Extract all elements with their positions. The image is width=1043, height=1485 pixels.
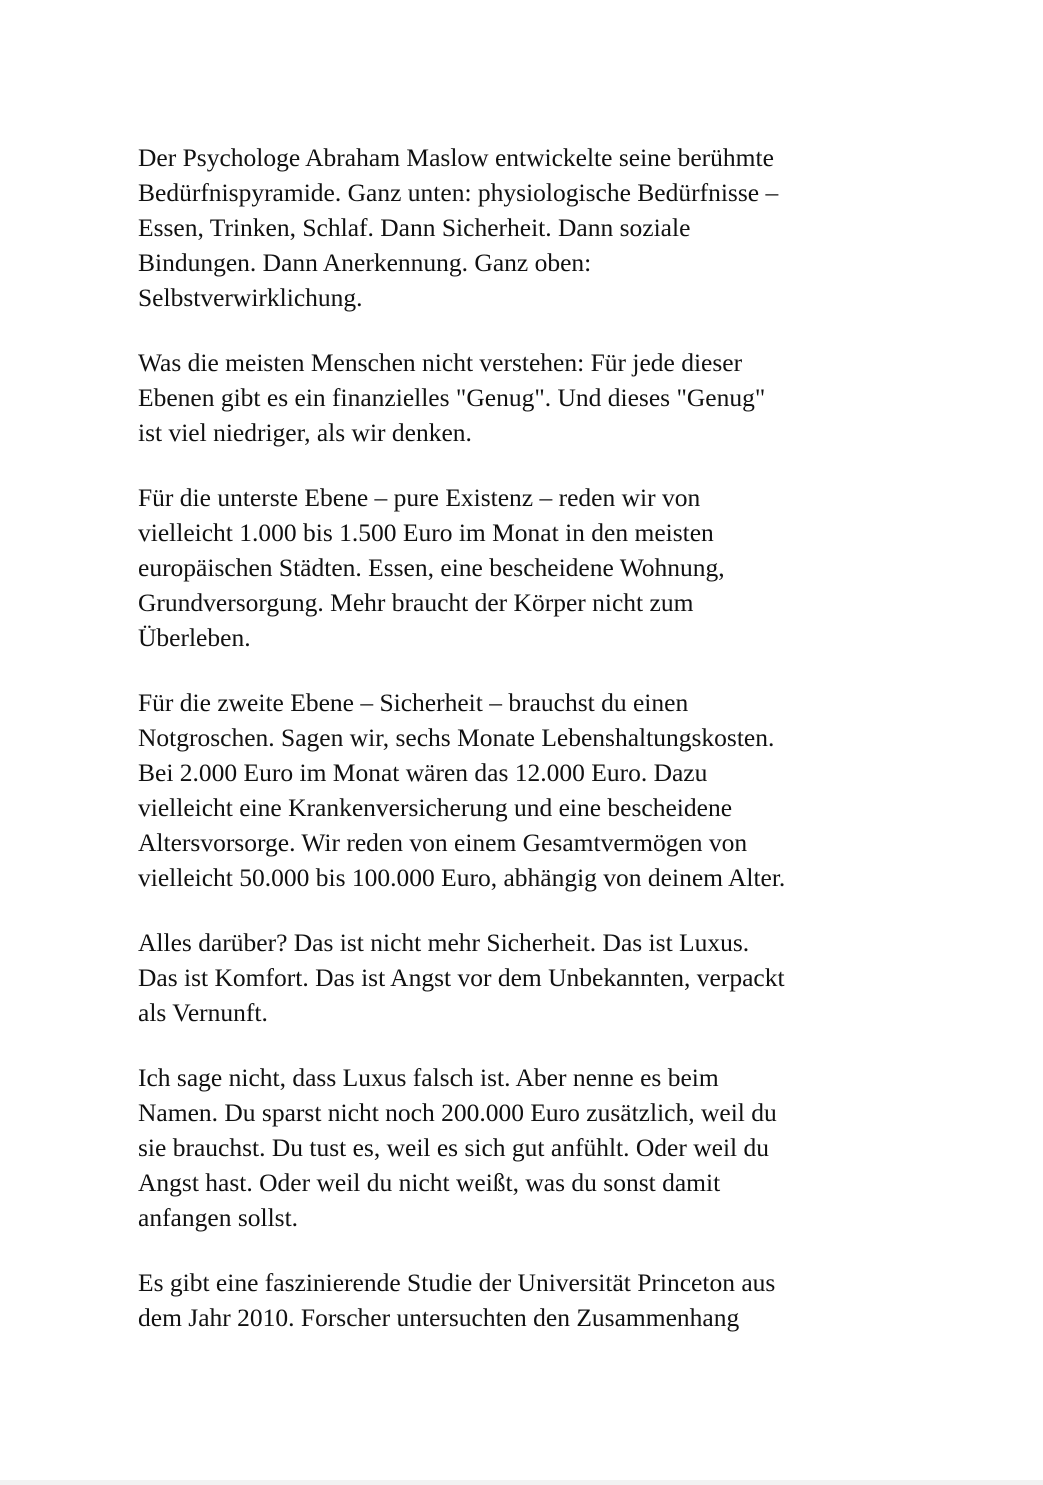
text-line: ist viel niedriger, als wir denken. (138, 418, 472, 447)
text-line: Das ist Komfort. Das ist Angst vor dem Unbekannten, verpackt (138, 963, 785, 992)
text-line: als Vernunft. (138, 998, 268, 1027)
text-line: Bedürfnispyramide. Ganz unten: physiologische Bedürfnisse – (138, 178, 779, 207)
text-line: Für die zweite Ebene – Sicherheit – brauchst du einen (138, 688, 689, 717)
paragraph-luxus (138, 925, 918, 1030)
text-line: Was die meisten Menschen nicht verstehen: Für jede dieser (138, 348, 743, 377)
text-line: sie brauchst. Du tust es, weil es sich gut anfühlt. Oder weil du (138, 1133, 770, 1162)
text-line: Bei 2.000 Euro im Monat wären das 12.000 Euro. Dazu (138, 758, 708, 787)
paragraph-existenz (138, 480, 918, 655)
text-line: Bindungen. Dann Anerkennung. Ganz oben: (138, 248, 592, 277)
paragraph-princeton (138, 1265, 918, 1335)
text-line: Angst hast. Oder weil du nicht weißt, was du sonst damit (138, 1168, 721, 1197)
text-line: europäischen Städten. Essen, eine bescheidene Wohnung, (138, 553, 725, 582)
text-line: Ich sage nicht, dass Luxus falsch ist. Aber nenne es beim (138, 1063, 719, 1092)
text-line: Namen. Du sparst nicht noch 200.000 Euro zusätzlich, weil du (138, 1098, 777, 1127)
text-line: Es gibt eine faszinierende Studie der Universität Princeton aus (138, 1268, 776, 1297)
paragraph-maslow (138, 140, 918, 315)
text-line: Der Psychologe Abraham Maslow entwickelte seine berühmte (138, 143, 774, 172)
text-line: Essen, Trinken, Schlaf. Dann Sicherheit. Dann soziale (138, 213, 691, 242)
text-line: Selbstverwirklichung. (138, 283, 363, 312)
page-bottom-edge (0, 1480, 1043, 1485)
paragraph-beim-namen (138, 1060, 918, 1235)
paragraph-sicherheit (138, 685, 918, 895)
text-line: vielleicht 1.000 bis 1.500 Euro im Monat in den meisten (138, 518, 714, 547)
text-line: Überleben. (138, 623, 251, 652)
text-line: vielleicht 50.000 bis 100.000 Euro, abhängig von deinem Alter. (138, 863, 786, 892)
text-line: vielleicht eine Krankenversicherung und eine bescheidene (138, 793, 733, 822)
text-line: Altersvorsorge. Wir reden von einem Gesamtvermögen von (138, 828, 748, 857)
text-line: Für die unterste Ebene – pure Existenz – reden wir von (138, 483, 701, 512)
text-line: anfangen sollst. (138, 1203, 299, 1232)
text-line: Grundversorgung. Mehr braucht der Körper nicht zum (138, 588, 694, 617)
text-line: Notgroschen. Sagen wir, sechs Monate Lebenshaltungskosten. (138, 723, 775, 752)
text-line: Ebenen gibt es ein finanzielles "Genug". Und dieses "Genug" (138, 383, 766, 412)
text-line: dem Jahr 2010. Forscher untersuchten den Zusammenhang (138, 1303, 740, 1332)
paragraph-genug (138, 345, 918, 450)
document-body (138, 140, 918, 1365)
text-line: Alles darüber? Das ist nicht mehr Sicherheit. Das ist Luxus. (138, 928, 750, 957)
